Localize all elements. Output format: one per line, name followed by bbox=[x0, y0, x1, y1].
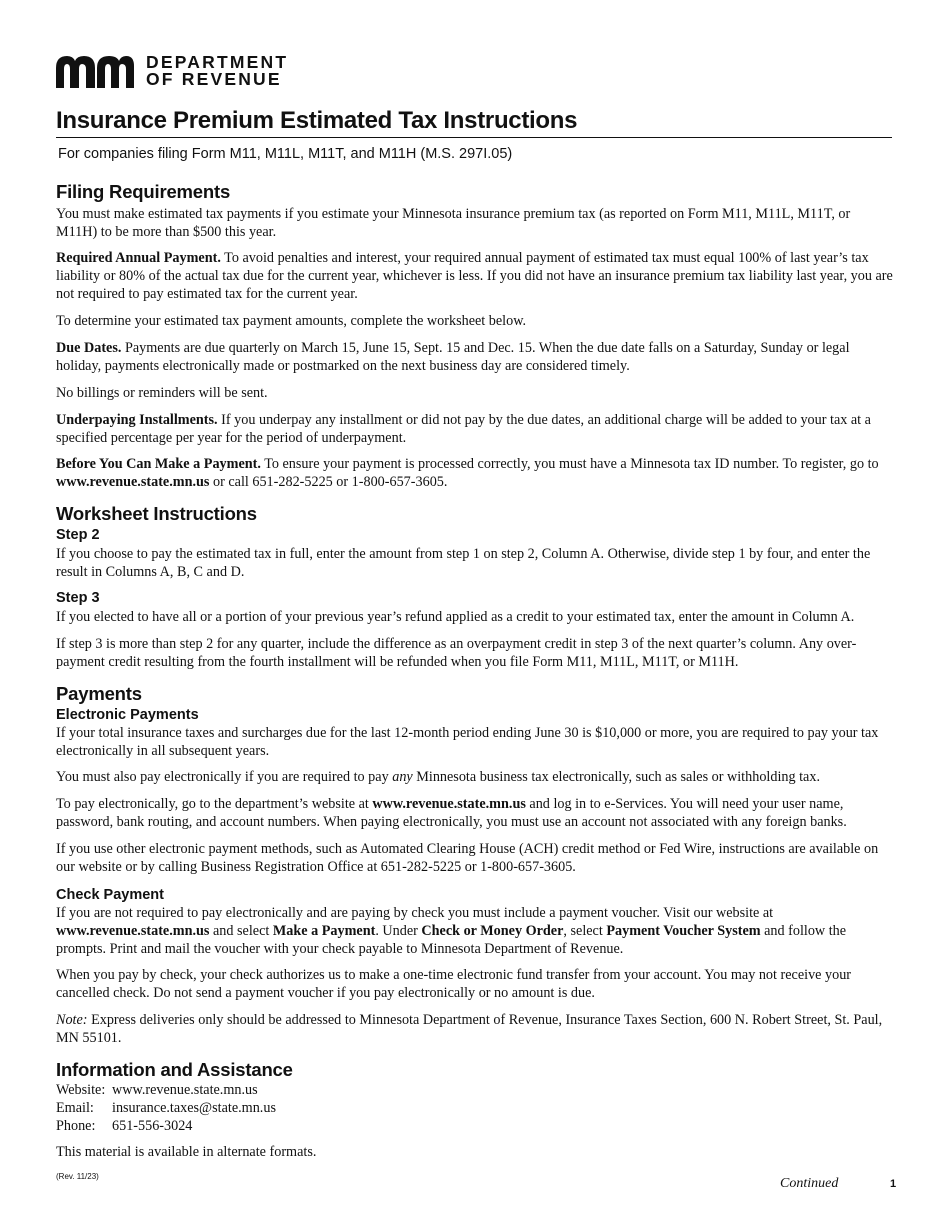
electronic-payments-heading: Electronic Payments bbox=[56, 707, 199, 723]
check-payment-heading: Check Payment bbox=[56, 887, 164, 903]
voucher-website-link[interactable]: www.revenue.state.mn.us bbox=[56, 923, 210, 939]
underpaying-installments bbox=[56, 411, 894, 447]
contact-list bbox=[56, 1081, 894, 1135]
electronic-text-2 bbox=[56, 768, 894, 786]
electronic-text-3 bbox=[56, 795, 894, 831]
electronic-text-3b: and log in to e-Services. You will need your user name, password, bank routing, and account numbers. When paying electronically, you must use an account not associated with any foreign banks. bbox=[56, 796, 847, 830]
no-billings: No billings or reminders will be sent. bbox=[56, 385, 268, 401]
revision-date: (Rev. 11/23) bbox=[56, 1172, 99, 1181]
step2-text: If you choose to pay the estimated tax in full, enter the amount from step 1 on step 2, Column A. Otherwise, divide step 1 by four, and enter the result in Columns A, B, C and D. bbox=[56, 546, 871, 580]
electronic-text-3a: To pay electronically, go to the department’s website at bbox=[56, 796, 373, 812]
contact-website bbox=[56, 1081, 894, 1099]
underpay-label: Underpaying Installments. bbox=[56, 412, 218, 428]
due-dates bbox=[56, 339, 894, 375]
before-label: Before You Can Make a Payment. bbox=[56, 456, 261, 472]
info-heading: Information and Assistance bbox=[56, 1059, 293, 1080]
express-note bbox=[56, 1011, 894, 1047]
step3-text-2: If step 3 is more than step 2 for any quarter, include the difference as an overpayment credit in step 3 of the next quarter’s column. Any over-payment credit resulting from the fourth installment will be refunded when you file Form M11, M11L, M11T, or M11H. bbox=[56, 636, 857, 670]
check-text-1b: and select bbox=[209, 923, 273, 939]
check-text-1c: . Under bbox=[375, 923, 422, 939]
phone-label: Phone: bbox=[56, 1118, 96, 1134]
step3-heading: Step 3 bbox=[56, 590, 100, 606]
email-label: Email: bbox=[56, 1100, 94, 1116]
contact-email bbox=[56, 1099, 894, 1117]
note-label: Note: bbox=[56, 1012, 88, 1028]
electronic-text-1: If your total insurance taxes and surcharges due for the last 12-month period ending June 30 is $10,000 or more, you are required to pay your tax electronically in all subsequent years. bbox=[56, 725, 879, 759]
logo-wordmark bbox=[146, 54, 288, 88]
underpay-text: If you underpay any installment or did not pay by the due dates, an additional charge will be added to your tax at a specified percentage per year for the period of underpayment. bbox=[56, 412, 871, 446]
check-text-1a: If you are not required to pay electronically and are paying by check you must include a payment voucher. Visit our website at bbox=[56, 905, 774, 921]
required-label: Required Annual Payment. bbox=[56, 250, 221, 266]
filing-requirements-heading: Filing Requirements bbox=[56, 181, 231, 202]
before-payment bbox=[56, 455, 894, 491]
page-subtitle: For companies filing Form M11, M11L, M11T, and M11H (M.S. 297I.05) bbox=[58, 146, 513, 162]
check-text-1e: and follow the prompts. Print and mail the voucher with your check payable to Minnesota Department of Revenue. bbox=[56, 923, 847, 957]
revenue-website-link[interactable]: www.revenue.state.mn.us bbox=[56, 474, 210, 490]
logo-line-1: DEPARTMENT bbox=[146, 52, 289, 72]
due-label: Due Dates. bbox=[56, 340, 122, 356]
continued-label: Continued bbox=[780, 1176, 839, 1191]
alternate-formats: This material is available in alternate formats. bbox=[56, 1144, 317, 1160]
payments-heading: Payments bbox=[56, 683, 142, 704]
department-logo bbox=[56, 54, 288, 88]
electronic-text-2b: Minnesota business tax electronically, such as sales or withholding tax. bbox=[412, 769, 820, 785]
website-label: Website: bbox=[56, 1082, 106, 1098]
required-text: To avoid penalties and interest, your required annual payment of estimated tax must equal 100% of last year’s tax liability or 80% of the actual tax due for the current year, whichever is less. If you did not have an insurance premium tax liability last year, you are not required to pay estimated tax for the current year. bbox=[56, 250, 893, 302]
due-text: Payments are due quarterly on March 15, June 15, Sept. 15 and Dec. 15. When the due date falls on a Saturday, Sunday or legal holiday, payments electronically made or postmarked on the next business day are considered timely. bbox=[56, 340, 850, 374]
step3-text-1: If you elected to have all or a portion of your previous year’s refund applied as a credit to your estimated tax, enter the amount in Column A. bbox=[56, 609, 855, 625]
step2-heading: Step 2 bbox=[56, 527, 100, 543]
logo-line-2: OF REVENUE bbox=[146, 69, 282, 89]
check-text-1 bbox=[56, 904, 894, 958]
before-text-1: To ensure your payment is processed correctly, you must have a Minnesota tax ID number. To register, go to bbox=[260, 456, 879, 472]
email-value[interactable]: insurance.taxes@state.mn.us bbox=[112, 1100, 276, 1116]
page-title: Insurance Premium Estimated Tax Instructions bbox=[56, 106, 892, 138]
determine-text: To determine your estimated tax payment amounts, complete the worksheet below. bbox=[56, 313, 527, 329]
voucher-system-label: Payment Voucher System bbox=[606, 923, 761, 939]
eservices-website-link[interactable]: www.revenue.state.mn.us bbox=[372, 796, 526, 812]
any-emphasis: any bbox=[392, 769, 413, 785]
phone-value: 651-556-3024 bbox=[112, 1118, 193, 1134]
required-annual-payment bbox=[56, 249, 894, 303]
check-money-order-label: Check or Money Order bbox=[421, 923, 564, 939]
electronic-text-4: If you use other electronic payment methods, such as Automated Clearing House (ACH) credit method or Fed Wire, instructions are available on our website or by calling Business Registration Office at 651-282-5225 or 1-800-657-3605. bbox=[56, 841, 879, 875]
contact-phone bbox=[56, 1117, 894, 1135]
before-text-2: or call 651-282-5225 or 1-800-657-3605. bbox=[209, 474, 448, 490]
page-number: 1 bbox=[890, 1178, 897, 1190]
mn-logo-icon bbox=[56, 54, 134, 88]
electronic-text-2a: You must also pay electronically if you are required to pay bbox=[56, 769, 393, 785]
worksheet-heading: Worksheet Instructions bbox=[56, 503, 257, 524]
check-text-2: When you pay by check, your check authorizes us to make a one-time electronic fund transfer from your account. You may not receive your cancelled check. Do not send a payment voucher if you pay electronically or no amount is due. bbox=[56, 967, 852, 1001]
note-text: Express deliveries only should be addressed to Minnesota Department of Revenue, Insurance Taxes Section, 600 N. Robert Street, St. Paul, MN 55101. bbox=[56, 1012, 883, 1046]
website-value[interactable]: www.revenue.state.mn.us bbox=[112, 1082, 258, 1098]
check-text-1d: , select bbox=[563, 923, 607, 939]
filing-intro: You must make estimated tax payments if you estimate your Minnesota insurance premium tax (as reported on Form M11, M11L, M11T, or M11H) to be more than $500 this year. bbox=[56, 206, 851, 240]
make-a-payment-label: Make a Payment bbox=[272, 923, 376, 939]
